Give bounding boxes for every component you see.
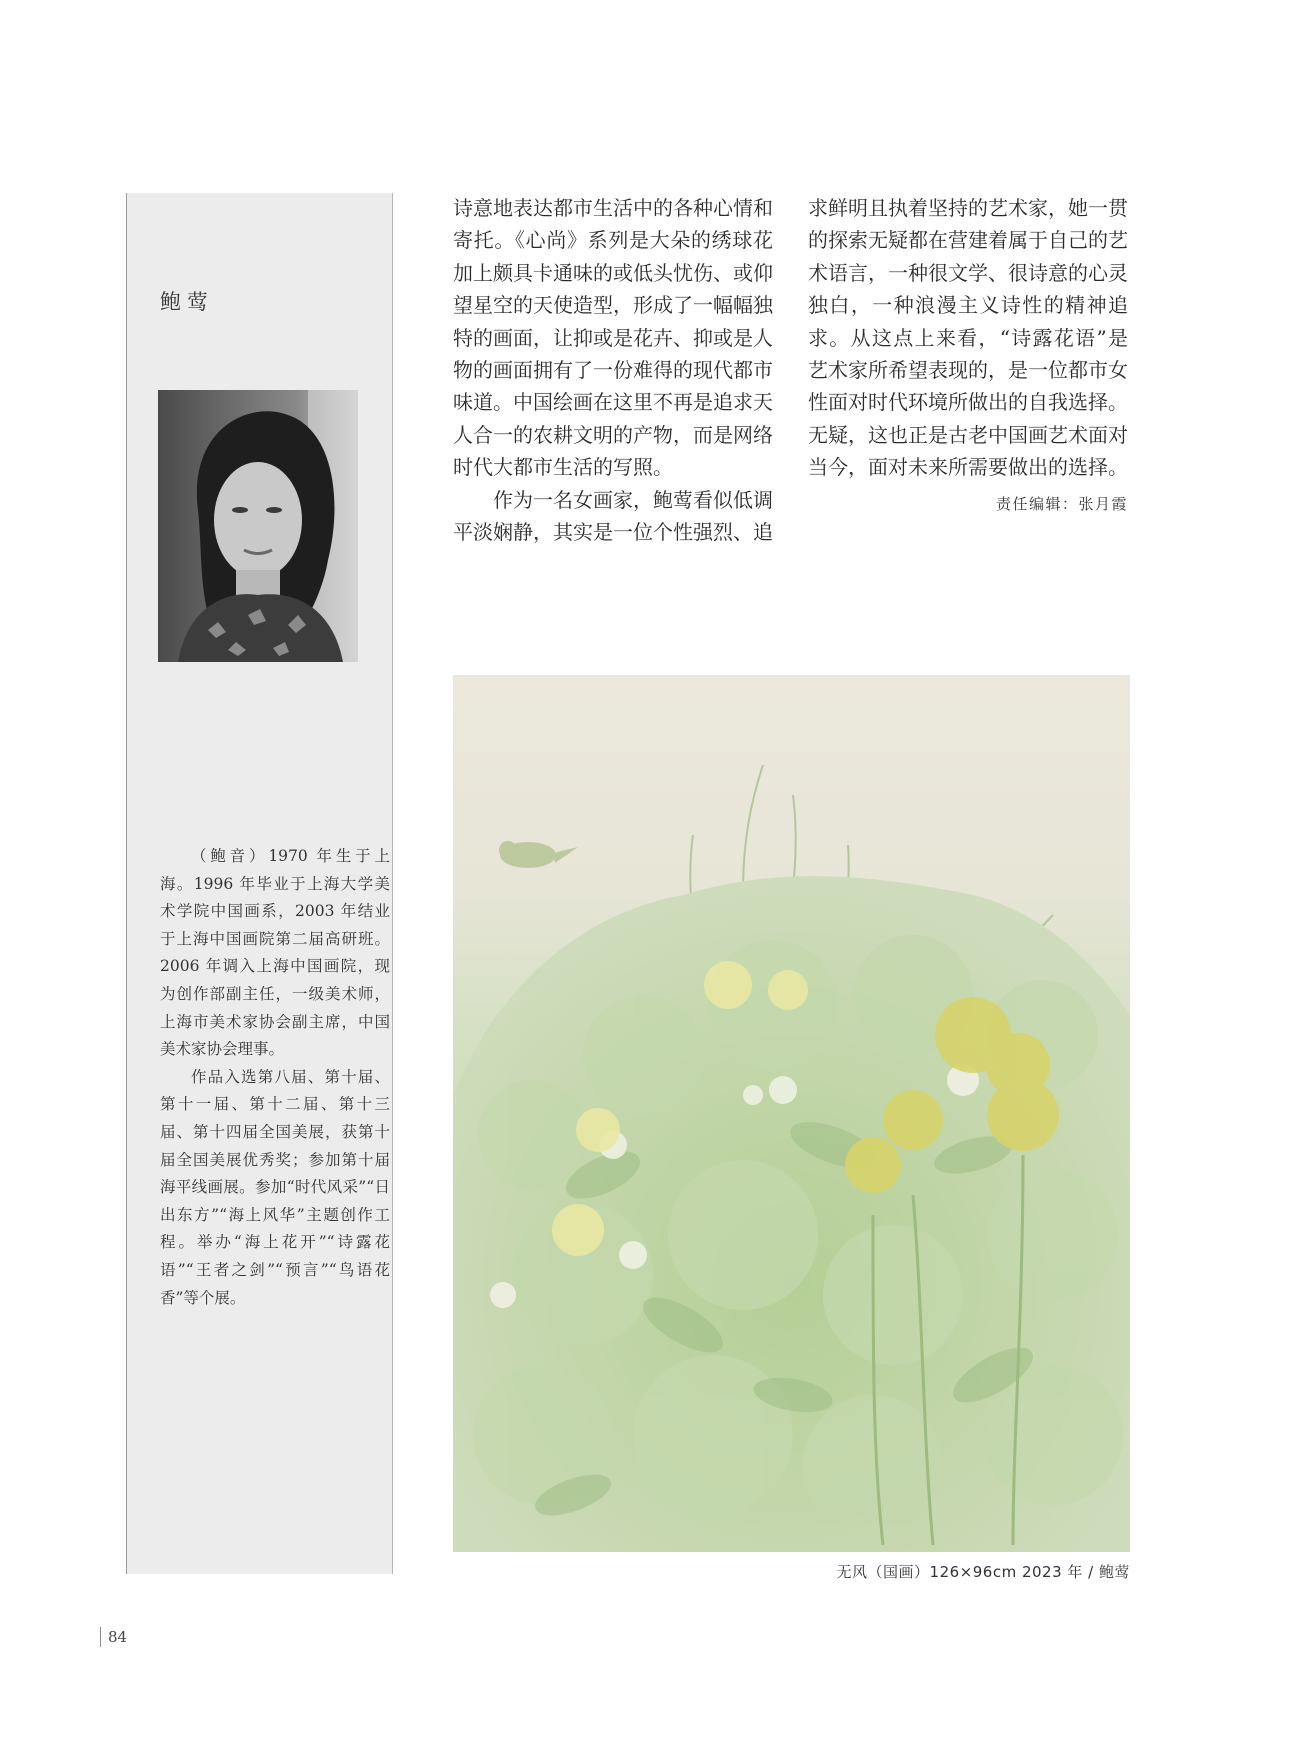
article-column-1 [453,192,773,548]
artist-portrait [158,390,358,662]
article-column-2 [808,192,1128,520]
painting-caption: 无风（国画）126×96cm 2023 年 / 鲍莺 [836,1563,1130,1581]
painting-image [453,675,1130,1552]
bio-paragraph-1: （鲍音）1970 年生于上海。1996 年毕业于上海大学美术学院中国画系，2003 年结业于上海中国画院第二届高研班。2006 年调入上海中国画院，现为创作部副主任，一级美术师，上海市美术家协会副主席，中国美术家协会理事。 [160,847,390,1059]
bio-paragraph-2: 作品入选第八届、第十届、第十一届、第十二届、第十三届、第十四届全国美展，获第十届全国美展优秀奖；参加第十届海平线画展。参加“时代风采”“日出东方”“海上风华”主题创作工程。举办“海上花开”“诗露花语”“王者之剑”“预言”“鸟语花香”等个展。 [160,1067,390,1307]
artist-name: 鲍莺 [160,290,214,314]
editor-credit: 责任编辑：张月霞 [995,494,1128,513]
page-number: 84 [100,1627,127,1647]
article-paragraph: 求鲜明且执着坚持的艺术家，她一贯的探索无疑都在营建着属于自己的艺术语言，一种很文学、很诗意的心灵独白，一种浪漫主义诗性的精神追求。从这点上来看，“诗露花语”是艺术家所希望表现的，是一位都市女性面对时代环境所做出的自我选择。无疑，这也正是古老中国画艺术面对当今，面对未来所需要做出的选择。 [808,196,1128,480]
article-paragraph: 诗意地表达都市生活中的各种心情和寄托。《心尚》系列是大朵的绣球花加上颇具卡通味的或低头忧伤、或仰望星空的天使造型，形成了一幅幅独特的画面，让抑或是花卉、抑或是人物的画面拥有了一份难得的现代都市味道。中国绘画在这里不再是追求天人合一的农耕文明的产物，而是网络时代大都市生活的写照。 [453,196,773,480]
article-paragraph: 作为一名女画家，鲍莺看似低调平淡娴静，其实是一位个性强烈、追 [453,487,773,545]
artist-bio [160,843,390,1312]
